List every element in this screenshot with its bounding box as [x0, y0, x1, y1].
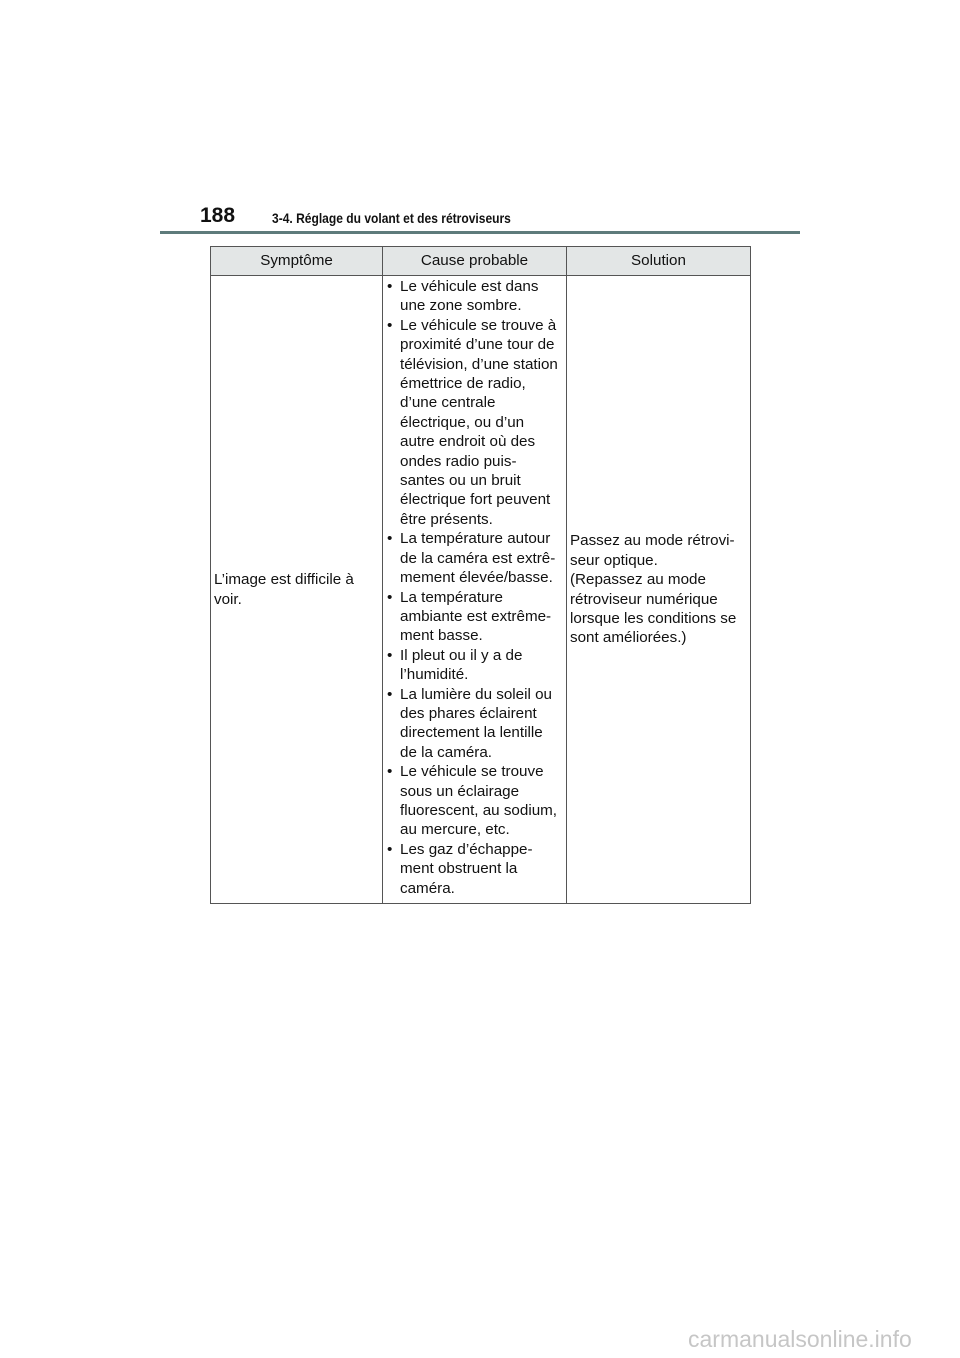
cause-item: • Il pleut ou il y a de l’humidité. — [386, 646, 561, 685]
section-title: 3-4. Réglage du volant et des rétroviseurs — [272, 210, 511, 226]
troubleshooting-table — [210, 246, 751, 904]
page-header — [160, 204, 800, 234]
solution-text: Passez au mode rétrovi- seur optique. (Repassez au mode rétroviseur numérique lorsque les conditions se sont améliorées.) — [570, 532, 737, 647]
watermark-text: carmanualsonline.info — [688, 1326, 912, 1352]
cause-item: • La température ambiante est extrême-ment basse. — [386, 588, 561, 646]
header-divider — [160, 231, 800, 234]
table-row — [211, 276, 751, 904]
cause-item: • Le véhicule est dans une zone sombre. — [386, 277, 561, 316]
cause-item: • Les gaz d’échappe-ment obstruent la caméra. — [386, 840, 561, 898]
symptom-text: L’image est difficile à voir. — [214, 571, 354, 608]
page-number: 188 — [200, 204, 236, 227]
cause-item: • Le véhicule se trouve sous un éclairage fluorescent, au sodium, au mercure, etc. — [386, 762, 561, 840]
symptom-cell — [211, 276, 383, 904]
column-header-cause: Cause probable — [383, 247, 567, 276]
column-header-solution: Solution — [567, 247, 751, 276]
cause-item: • La lumière du soleil ou des phares éclairent directement la lentille de la caméra. — [386, 685, 561, 763]
column-header-symptom: Symptôme — [211, 247, 383, 276]
table-header-row — [211, 247, 751, 276]
cause-cell — [383, 276, 567, 904]
cause-item: • La température autour de la caméra est extrê-mement élevée/basse. — [386, 529, 561, 587]
cause-list — [386, 277, 561, 898]
cause-item: • Le véhicule se trouve à proximité d’une tour de télévision, d’une station émettrice de radio, d’une centrale électrique, ou d’un autre endroit où des ondes radio puis-santes ou un bruit électrique fort peuvent être présents. — [386, 316, 561, 529]
solution-cell — [567, 276, 751, 904]
